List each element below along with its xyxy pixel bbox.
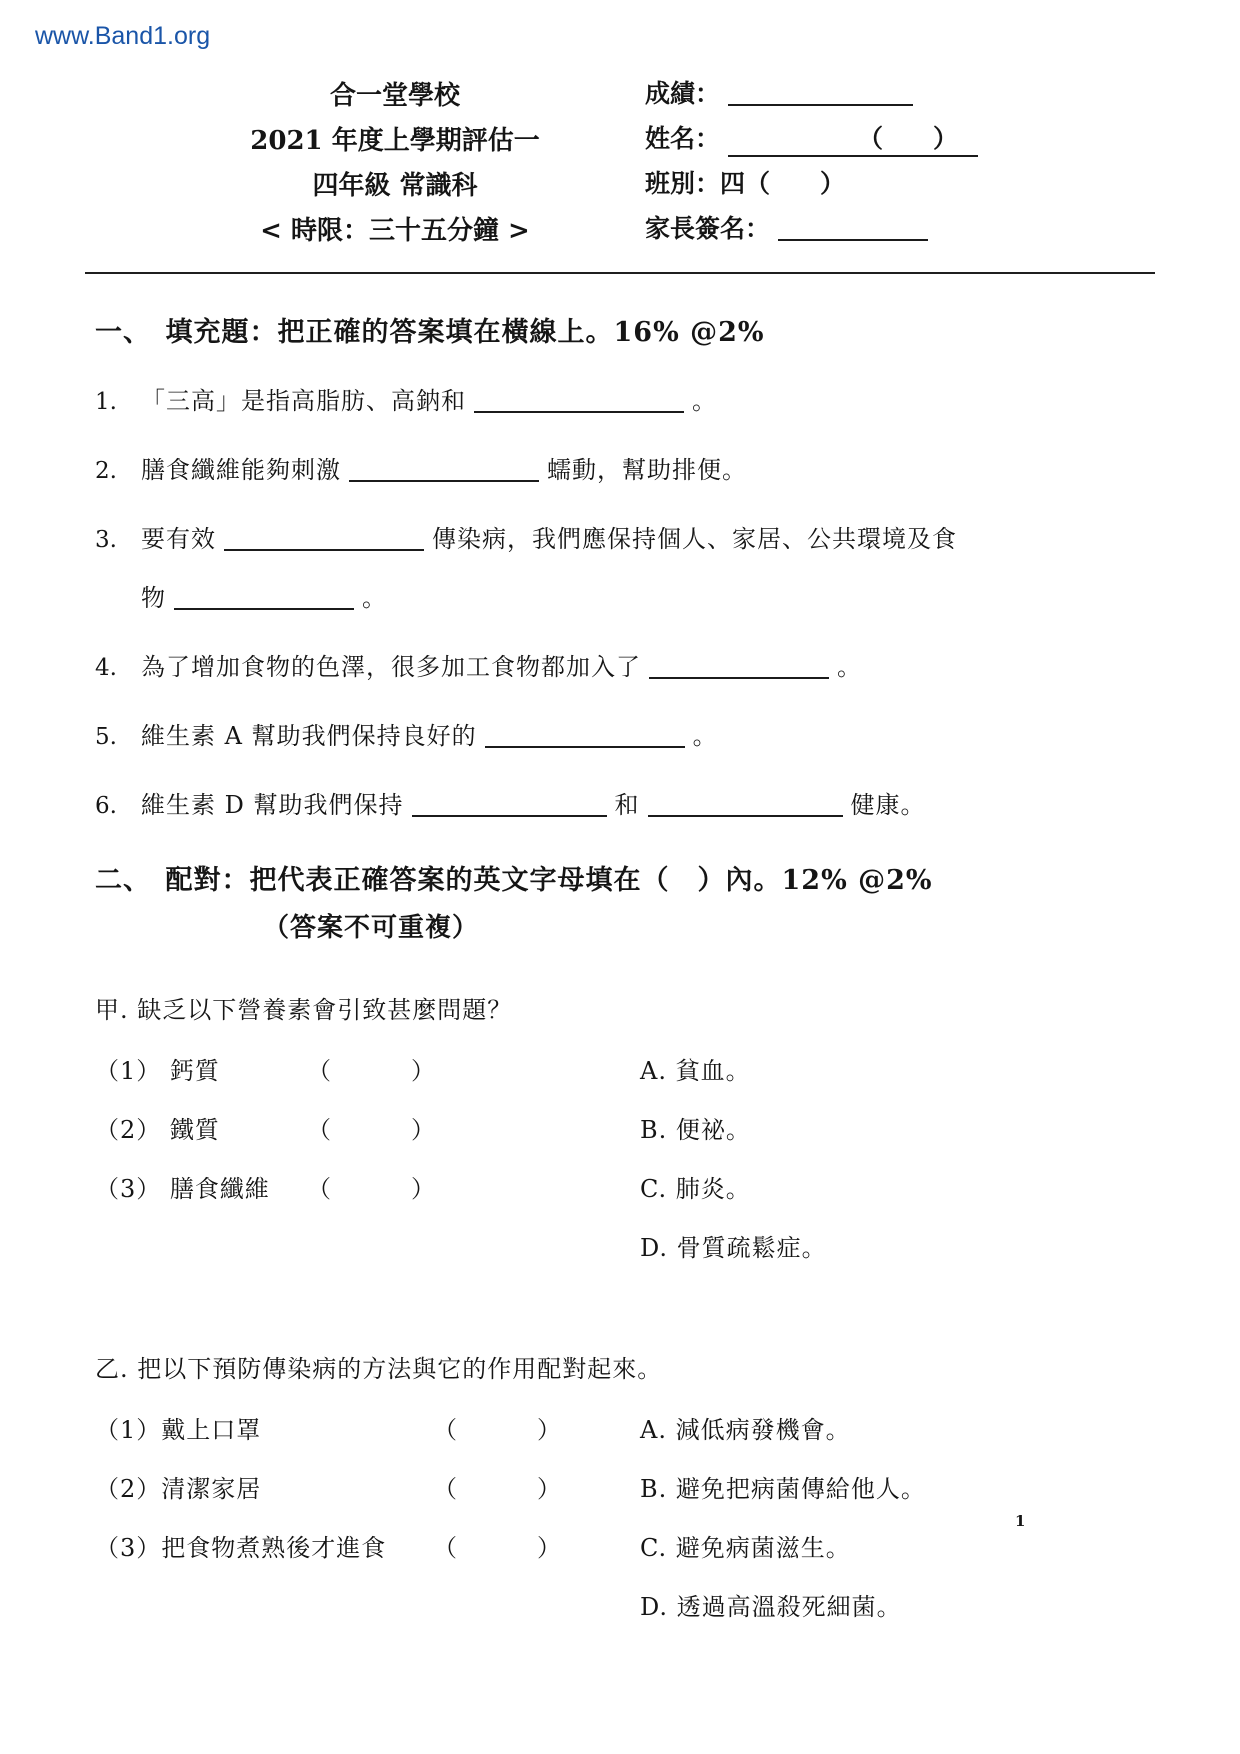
match-item-a1 bbox=[95, 1051, 640, 1086]
answer-blank bbox=[412, 815, 607, 817]
fill-item-3-continued bbox=[95, 582, 1145, 614]
item-number: 2. bbox=[95, 458, 117, 485]
item-number: 1. bbox=[95, 389, 117, 415]
item-text-pre: 要有效 bbox=[141, 525, 216, 554]
answer-paren: （ ） bbox=[433, 1533, 563, 1562]
answer-blank bbox=[174, 608, 354, 610]
item-text-post: 健康。 bbox=[850, 790, 926, 819]
item-text-post: 傳染病，我們應保持個人、家居、公共環境及食 bbox=[432, 525, 957, 554]
item-text-pre: 膳食纖維能夠刺激 bbox=[141, 456, 341, 485]
match-item-b2 bbox=[95, 1469, 640, 1504]
item-text-pre: 維生素 A 幫助我們保持良好的 bbox=[141, 721, 477, 750]
section1-items bbox=[95, 385, 1145, 822]
part-a-items bbox=[95, 1051, 640, 1263]
part-b-intro: 乙. 把以下預防傳染病的方法與它的作用配對起來。 bbox=[95, 1354, 663, 1383]
fill-item-6 bbox=[95, 789, 1145, 822]
part-a-options bbox=[640, 1051, 827, 1263]
match-part-b bbox=[95, 1349, 1145, 1622]
parent-sign-field bbox=[645, 209, 986, 254]
item-text bbox=[141, 454, 747, 486]
score-field bbox=[645, 74, 986, 119]
item-text-pre: 「三高」是指高脂肪、高鈉和 bbox=[141, 387, 466, 415]
item-text-post: 。 bbox=[837, 652, 862, 681]
header-divider bbox=[85, 272, 1155, 274]
parent-sign-label: 家長簽名： bbox=[645, 214, 771, 243]
answer-blank bbox=[474, 411, 684, 413]
name-field bbox=[645, 119, 986, 164]
match-item-label: （1）戴上口罩 bbox=[95, 1415, 262, 1444]
option-c: C. 避免病菌滋生。 bbox=[640, 1533, 851, 1562]
item-text-post: 。 bbox=[362, 584, 387, 613]
item-number: 4. bbox=[95, 654, 117, 681]
match-item-label: （1） 鈣質 bbox=[95, 1056, 220, 1085]
option-d: D. 骨質疏鬆症。 bbox=[640, 1233, 827, 1262]
answer-paren: （ ） bbox=[307, 1056, 437, 1085]
time-limit: < 時限：三十五分鐘 > bbox=[260, 216, 530, 246]
option-c: C. 肺炎。 bbox=[640, 1174, 751, 1203]
paper-header bbox=[95, 74, 1145, 254]
score-label: 成績： bbox=[645, 79, 721, 108]
part-b-items bbox=[95, 1410, 640, 1622]
match-item-b3 bbox=[95, 1528, 640, 1563]
title-block bbox=[205, 74, 585, 254]
page-number: 1 bbox=[1015, 1512, 1026, 1530]
part-b-options bbox=[640, 1410, 926, 1622]
fill-item-1 bbox=[95, 385, 1145, 418]
match-item-label: （2） 鐵質 bbox=[95, 1115, 220, 1144]
item-number: 6. bbox=[95, 792, 117, 819]
match-item-label: （3）把食物煮熟後才進食 bbox=[95, 1533, 387, 1562]
item-number: 5. bbox=[95, 723, 117, 750]
item-text bbox=[141, 523, 957, 555]
item-text-pre: 維生素 D 幫助我們保持 bbox=[141, 790, 404, 819]
match-item-a2 bbox=[95, 1110, 640, 1145]
exam-title: 2021 年度上學期評估一 bbox=[250, 126, 540, 156]
answer-paren: （ ） bbox=[307, 1174, 437, 1203]
answer-paren: （ ） bbox=[307, 1115, 437, 1144]
answer-blank bbox=[648, 815, 843, 817]
item-text-mid: 和 bbox=[614, 790, 640, 819]
option-d: D. 透過高溫殺死細菌。 bbox=[640, 1592, 902, 1621]
item-number: 3. bbox=[95, 527, 117, 554]
fill-item-3 bbox=[95, 523, 1145, 556]
section2-heading: 二、 配對：把代表正確答案的英文字母填在（ ）內。12% @2% bbox=[95, 864, 933, 896]
score-blank bbox=[728, 104, 913, 106]
option-a: A. 減低病發機會。 bbox=[640, 1415, 851, 1444]
school-name: 合一堂學校 bbox=[329, 81, 460, 111]
answer-blank bbox=[349, 480, 539, 482]
answer-blank bbox=[649, 677, 829, 679]
match-item-b1 bbox=[95, 1410, 640, 1445]
item-text bbox=[141, 720, 718, 752]
grade-subject: 四年級 常識科 bbox=[312, 171, 478, 201]
answer-paren: （ ） bbox=[433, 1474, 563, 1503]
fill-item-4 bbox=[95, 651, 1145, 684]
answer-blank bbox=[485, 746, 685, 748]
option-a: A. 貧血。 bbox=[640, 1056, 751, 1085]
item-text bbox=[141, 789, 926, 821]
part-a-intro: 甲. 缺乏以下營養素會引致甚麼問題？ bbox=[95, 995, 513, 1024]
fill-item-5 bbox=[95, 720, 1145, 753]
name-blank bbox=[728, 119, 978, 157]
parent-sign-blank bbox=[778, 239, 928, 241]
name-label: 姓名： bbox=[645, 124, 721, 153]
part-b-body bbox=[95, 1410, 1145, 1622]
item-text-pre: 物 bbox=[141, 584, 166, 613]
option-b: B. 避免把病菌傳給他人。 bbox=[640, 1474, 926, 1503]
band1-watermark-link[interactable]: www.Band1.org bbox=[35, 22, 211, 50]
answer-paren: （ ） bbox=[433, 1415, 563, 1444]
fill-item-2 bbox=[95, 454, 1145, 487]
class-label: 班別：四（ ） bbox=[645, 169, 846, 198]
item-text bbox=[141, 582, 387, 614]
section1-heading: 一、 填充題：把正確的答案填在橫線上。16% @2% bbox=[95, 317, 765, 348]
match-item-label: （2）清潔家居 bbox=[95, 1474, 262, 1503]
match-item-a3 bbox=[95, 1169, 640, 1204]
match-item-label: （3） 膳食纖維 bbox=[95, 1174, 270, 1203]
part-a-body bbox=[95, 1051, 1145, 1263]
item-text-post: 。 bbox=[692, 387, 717, 415]
item-text-post: 蠕動，幫助排便。 bbox=[547, 456, 747, 485]
name-paren: （ ） bbox=[858, 124, 959, 153]
class-field bbox=[645, 164, 986, 209]
section2-heading-note: （答案不可重複） bbox=[263, 912, 480, 943]
student-fields bbox=[645, 74, 986, 254]
item-text-post: 。 bbox=[692, 721, 718, 750]
item-text bbox=[141, 385, 717, 417]
item-text bbox=[141, 651, 862, 683]
item-text-pre: 為了增加食物的色澤，很多加工食物都加入了 bbox=[141, 652, 641, 681]
answer-blank bbox=[224, 549, 424, 551]
option-b: B. 便祕。 bbox=[640, 1115, 751, 1144]
match-part-a bbox=[95, 990, 1145, 1263]
